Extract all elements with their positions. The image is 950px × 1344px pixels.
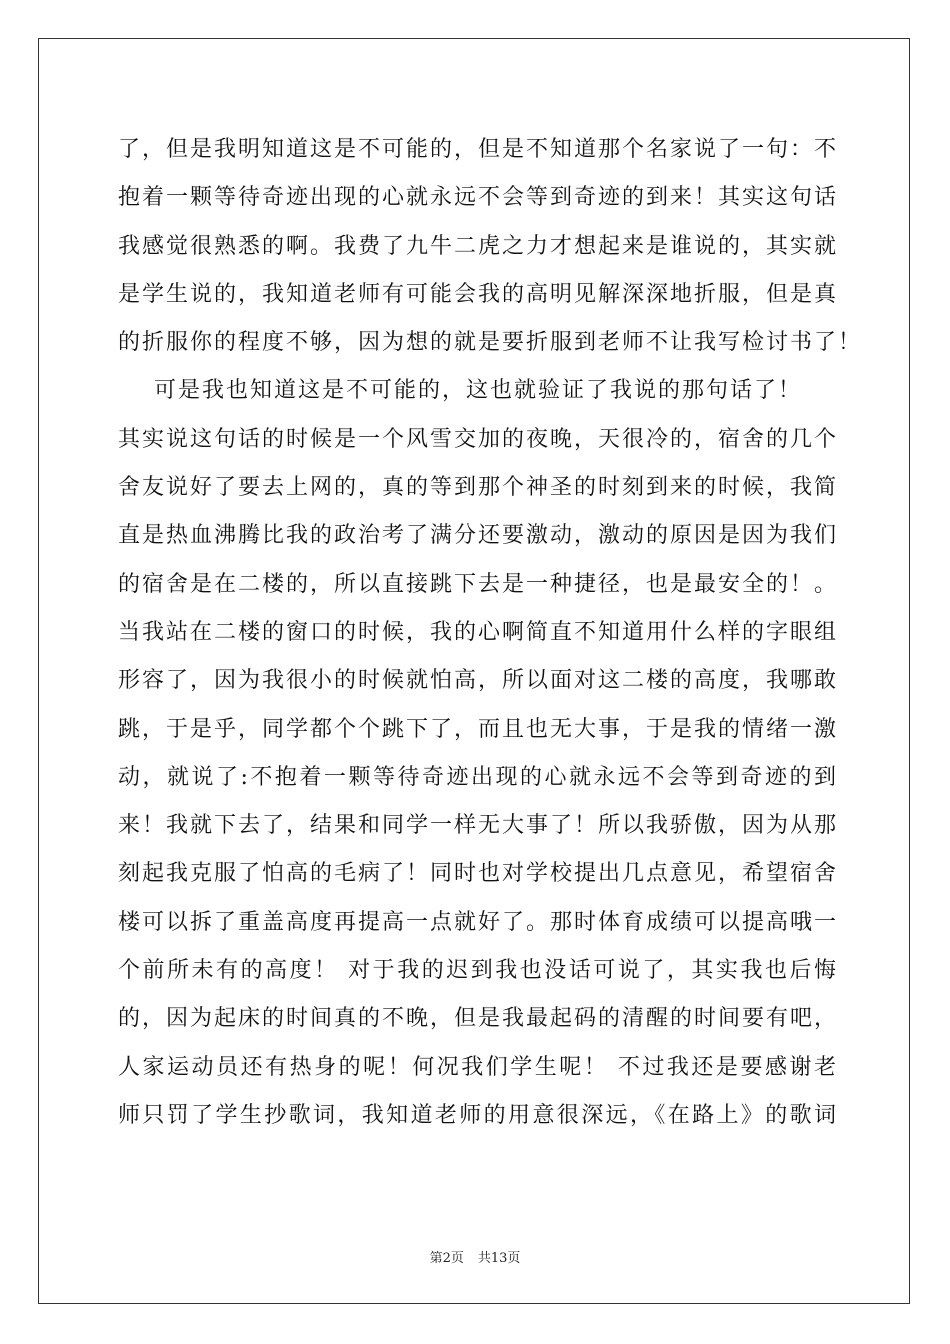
text-line: 刻起我克服了怕高的毛病了！同时也对学校提出几点意见，希望宿舍	[118, 861, 839, 887]
text-line: 直是热血沸腾比我的政治考了满分还要激动，激动的原因是因为我们	[118, 523, 839, 549]
text-line: 的，因为起床的时间真的不晚，但是我最起码的清醒的时间要有吧，	[118, 1006, 839, 1032]
text-line: 其实说这句话的时候是一个风雪交加的夜晚，天很冷的，宿舍的几个	[118, 426, 839, 452]
text-line: 师只罚了学生抄歌词，我知道老师的用意很深远，《在路上》的歌词	[118, 1102, 838, 1128]
text-line: 楼可以拆了重盖高度再提高一点就好了。那时体育成绩可以提高哦一	[118, 909, 839, 935]
text-line: 是学生说的，我知道老师有可能会我的高明见解深深地折服，但是真	[118, 281, 839, 307]
text-line: 人家运动员还有热身的呢！何况我们学生呢！ 不过我还是要感谢老	[118, 1054, 838, 1080]
text-line: 可是我也知道这是不可能的，这也就验证了我说的那句话了！	[118, 378, 802, 404]
text-line: 我感觉很熟悉的啊。我费了九牛二虎之力才想起来是谁说的，其实就	[118, 233, 839, 259]
text-line: 动，就说了:不抱着一颗等待奇迹出现的心就永远不会等到奇迹的到	[118, 764, 838, 790]
text-line: 当我站在二楼的窗口的时候，我的心啊简直不知道用什么样的字眼组	[118, 619, 839, 645]
text-line: 形容了，因为我很小的时候就怕高，所以面对这二楼的高度，我哪敢	[118, 668, 839, 694]
text-line: 的宿舍是在二楼的，所以直接跳下去是一种捷径，也是最安全的！。	[118, 571, 839, 597]
document-body	[118, 126, 863, 1140]
text-line: 了，但是我明知道这是不可能的，但是不知道那个名家说了一句：不	[118, 137, 839, 162]
page-number: 第2页	[429, 1251, 464, 1266]
page-footer	[0, 1247, 950, 1266]
text-line: 来！我就下去了，结果和同学一样无大事了！所以我骄傲，因为从那	[118, 813, 839, 839]
text-line: 跳，于是乎，同学都个个跳下了，而且也无大事，于是我的情绪一激	[118, 716, 839, 742]
page-total: 共13页	[477, 1251, 521, 1266]
text-line: 抱着一颗等待奇迹出现的心就永远不会等到奇迹的到来！其实这句话	[118, 185, 839, 211]
text-line: 个前所未有的高度！ 对于我的迟到我也没话可说了，其实我也后悔	[118, 958, 838, 984]
text-line: 舍友说好了要去上网的，真的等到那个神圣的时刻到来的时候，我简	[118, 475, 839, 501]
text-line: 的折服你的程度不够，因为想的就是要折服到老师不让我写检讨书了！	[118, 330, 863, 356]
